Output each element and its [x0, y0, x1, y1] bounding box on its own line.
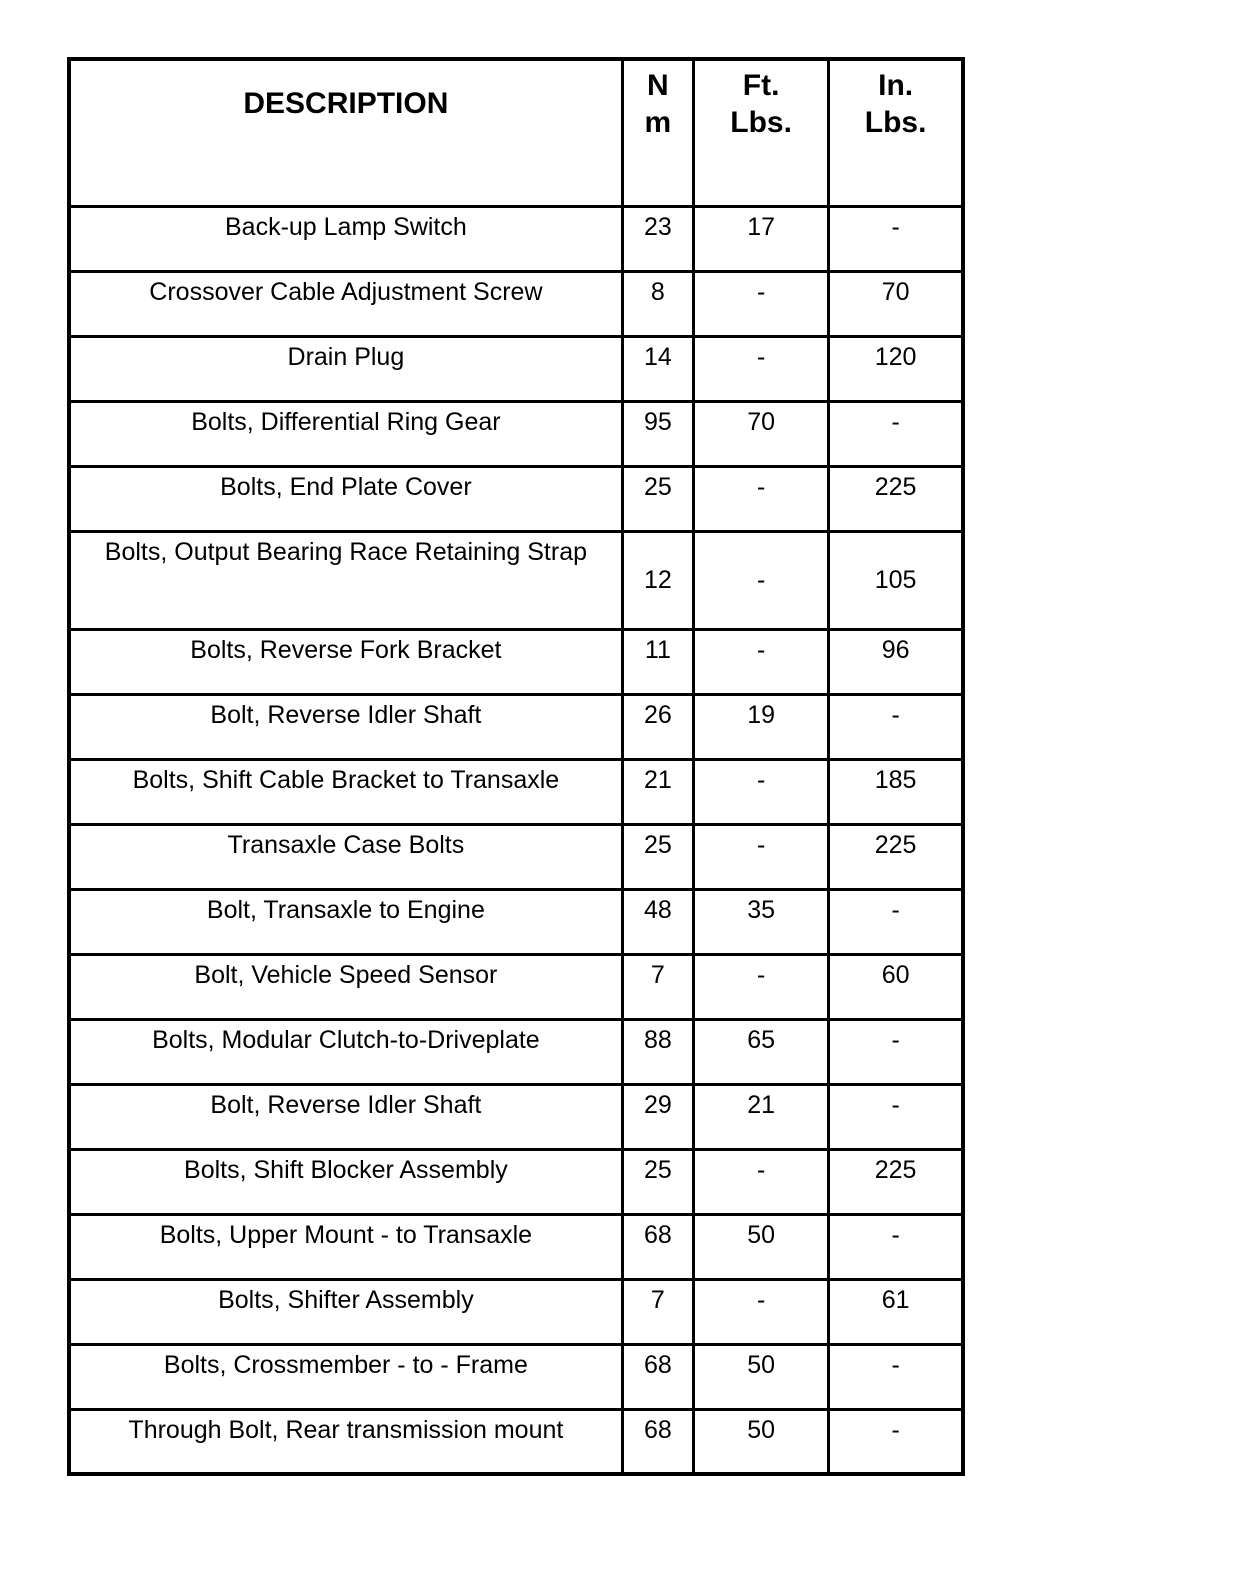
- description-cell: Crossover Cable Adjustment Screw: [69, 271, 622, 336]
- ft-lbs-cell: 70: [693, 401, 828, 466]
- ft-lbs-cell: -: [693, 954, 828, 1019]
- header-in-lbs-line2: Lbs.: [864, 106, 927, 139]
- description-cell: Bolts, Upper Mount - to Transaxle: [69, 1214, 622, 1279]
- header-nm-line2: m: [644, 106, 672, 139]
- header-row: [69, 59, 963, 206]
- nm-cell: 23: [622, 206, 693, 271]
- in-lbs-cell: 96: [829, 629, 963, 694]
- description-cell: Bolts, Modular Clutch-to-Driveplate: [69, 1019, 622, 1084]
- description-cell: Bolt, Vehicle Speed Sensor: [69, 954, 622, 1019]
- ft-lbs-cell: 50: [693, 1344, 828, 1409]
- header-description: [69, 59, 622, 206]
- description-cell: Bolts, Shift Cable Bracket to Transaxle: [69, 759, 622, 824]
- table-row: [69, 629, 963, 694]
- ft-lbs-cell: 19: [693, 694, 828, 759]
- nm-cell: 25: [622, 466, 693, 531]
- table-row: [69, 271, 963, 336]
- table-row: [69, 1409, 963, 1474]
- table-row: [69, 531, 963, 629]
- table-row: [69, 759, 963, 824]
- nm-cell: 26: [622, 694, 693, 759]
- nm-cell: 95: [622, 401, 693, 466]
- in-lbs-cell: 225: [829, 1149, 963, 1214]
- description-cell: Bolts, Output Bearing Race Retaining Strap: [69, 531, 622, 629]
- in-lbs-cell: 185: [829, 759, 963, 824]
- ft-lbs-cell: -: [693, 466, 828, 531]
- in-lbs-cell: 60: [829, 954, 963, 1019]
- ft-lbs-cell: 50: [693, 1214, 828, 1279]
- table-row: [69, 1149, 963, 1214]
- description-cell: Bolt, Reverse Idler Shaft: [69, 694, 622, 759]
- ft-lbs-cell: 65: [693, 1019, 828, 1084]
- in-lbs-cell: -: [829, 401, 963, 466]
- header-ft-lbs-line1: Ft.: [742, 69, 780, 102]
- ft-lbs-cell: -: [693, 271, 828, 336]
- table-row: [69, 206, 963, 271]
- header-ft-lbs-line2: Lbs.: [730, 106, 792, 139]
- table-row: [69, 824, 963, 889]
- in-lbs-cell: 70: [829, 271, 963, 336]
- in-lbs-cell: -: [829, 1019, 963, 1084]
- nm-cell: 25: [622, 1149, 693, 1214]
- ft-lbs-cell: 21: [693, 1084, 828, 1149]
- in-lbs-cell: -: [829, 1084, 963, 1149]
- table-row: [69, 466, 963, 531]
- table-row: [69, 401, 963, 466]
- in-lbs-cell: -: [829, 889, 963, 954]
- description-cell: Bolts, Shifter Assembly: [69, 1279, 622, 1344]
- table-row: [69, 1019, 963, 1084]
- table-row: [69, 1084, 963, 1149]
- ft-lbs-cell: 35: [693, 889, 828, 954]
- ft-lbs-cell: -: [693, 1279, 828, 1344]
- table-row: [69, 889, 963, 954]
- table-row: [69, 1344, 963, 1409]
- ft-lbs-cell: -: [693, 336, 828, 401]
- nm-cell: 88: [622, 1019, 693, 1084]
- header-in-lbs-line1: In.: [878, 69, 914, 102]
- description-cell: Transaxle Case Bolts: [69, 824, 622, 889]
- header-ft-lbs: [693, 59, 828, 206]
- table-row: [69, 954, 963, 1019]
- in-lbs-cell: -: [829, 206, 963, 271]
- table-body: [69, 206, 963, 1474]
- in-lbs-cell: 225: [829, 824, 963, 889]
- description-cell: Bolts, Shift Blocker Assembly: [69, 1149, 622, 1214]
- in-lbs-cell: 120: [829, 336, 963, 401]
- nm-cell: 7: [622, 1279, 693, 1344]
- ft-lbs-cell: 50: [693, 1409, 828, 1474]
- header-description-label: DESCRIPTION: [243, 87, 449, 120]
- ft-lbs-cell: -: [693, 759, 828, 824]
- ft-lbs-cell: 17: [693, 206, 828, 271]
- description-cell: Bolt, Transaxle to Engine: [69, 889, 622, 954]
- table-row: [69, 336, 963, 401]
- in-lbs-cell: 105: [829, 531, 963, 629]
- description-cell: Back-up Lamp Switch: [69, 206, 622, 271]
- ft-lbs-cell: -: [693, 629, 828, 694]
- nm-cell: 29: [622, 1084, 693, 1149]
- in-lbs-cell: -: [829, 1344, 963, 1409]
- in-lbs-cell: 61: [829, 1279, 963, 1344]
- nm-cell: 68: [622, 1409, 693, 1474]
- description-cell: Through Bolt, Rear transmission mount: [69, 1409, 622, 1474]
- ft-lbs-cell: -: [693, 1149, 828, 1214]
- nm-cell: 8: [622, 271, 693, 336]
- in-lbs-cell: 225: [829, 466, 963, 531]
- nm-cell: 11: [622, 629, 693, 694]
- ft-lbs-cell: -: [693, 824, 828, 889]
- description-cell: Bolts, Differential Ring Gear: [69, 401, 622, 466]
- nm-cell: 48: [622, 889, 693, 954]
- ft-lbs-cell: -: [693, 531, 828, 629]
- table-row: [69, 694, 963, 759]
- header-in-lbs: [829, 59, 963, 206]
- description-cell: Bolt, Reverse Idler Shaft: [69, 1084, 622, 1149]
- nm-cell: 68: [622, 1344, 693, 1409]
- header-nm: [622, 59, 693, 206]
- nm-cell: 7: [622, 954, 693, 1019]
- table-row: [69, 1279, 963, 1344]
- description-cell: Drain Plug: [69, 336, 622, 401]
- in-lbs-cell: -: [829, 1214, 963, 1279]
- nm-cell: 25: [622, 824, 693, 889]
- in-lbs-cell: -: [829, 1409, 963, 1474]
- in-lbs-cell: -: [829, 694, 963, 759]
- nm-cell: 14: [622, 336, 693, 401]
- nm-cell: 21: [622, 759, 693, 824]
- table-row: [69, 1214, 963, 1279]
- nm-cell: 68: [622, 1214, 693, 1279]
- nm-cell: 12: [622, 531, 693, 629]
- torque-specification-table: [67, 57, 965, 1476]
- description-cell: Bolts, Reverse Fork Bracket: [69, 629, 622, 694]
- description-cell: Bolts, End Plate Cover: [69, 466, 622, 531]
- header-nm-line1: N: [647, 69, 669, 102]
- description-cell: Bolts, Crossmember - to - Frame: [69, 1344, 622, 1409]
